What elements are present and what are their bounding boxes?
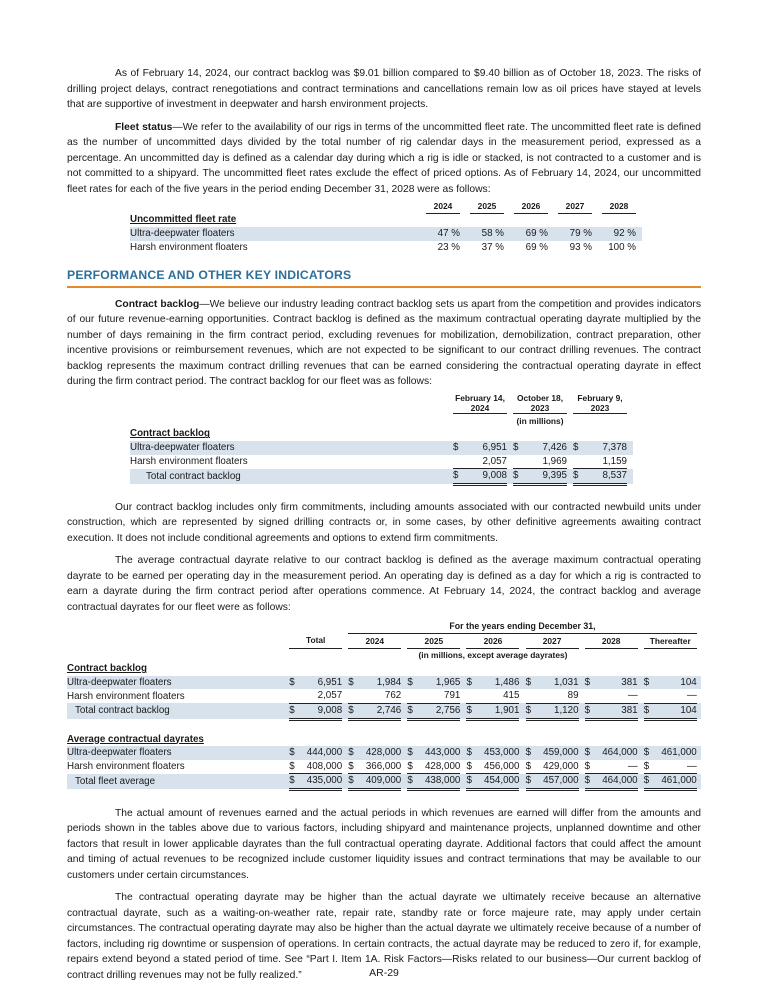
units-label: (in millions, except average dayrates) — [418, 650, 568, 661]
currency-symbol: $ — [585, 746, 595, 760]
cell-value: 100 % — [608, 241, 636, 253]
currency-symbol: $ — [644, 760, 654, 774]
cell-value: — — [654, 760, 697, 774]
currency-symbol: $ — [453, 441, 465, 455]
currency-symbol: $ — [348, 676, 358, 690]
table-section-title: Uncommitted fleet rate — [130, 214, 237, 226]
row-label: Ultra-deepwater floaters — [130, 441, 445, 455]
row-label: Total fleet average — [67, 774, 283, 790]
operating-dayrate-paragraph: The contractual operating dayrate may be higher than the actual dayrate we ultimately receive because an alternative contractual dayrate, such as a waiting-on-weather rate, repair rate, standby rate or force majeure rate, may apply under certain circumstances. The contractual operating dayrate may also be higher than the actual dayrate we ultimately receive because of a number of factors, including rig downtime or suspension of operations. In certain contracts, the actual dayrate may be reduced to zero if, for example, repairs extend beyond a stated period of time. See “Part I. Item 1A. Risk Factors—Risks related to our business—Our current backlog of contract drilling revenues may not be fully realized.” — [67, 892, 701, 981]
currency-symbol: $ — [348, 760, 358, 774]
contract-backlog-table — [130, 393, 633, 486]
currency-symbol: $ — [644, 703, 654, 719]
currency-symbol: $ — [289, 760, 299, 774]
row-label: Harsh environment floaters — [130, 241, 248, 253]
column-header: 2025 — [407, 633, 460, 648]
currency-symbol: $ — [526, 774, 536, 790]
cell-value: 459,000 — [536, 746, 579, 760]
cell-value: 1,965 — [418, 676, 461, 690]
row-label: Ultra-deepwater floaters — [130, 227, 408, 241]
currency-symbol — [407, 689, 417, 703]
column-header: 2027 — [526, 633, 579, 648]
cell-value: 429,000 — [536, 760, 579, 774]
cell-value: 1,120 — [536, 703, 579, 719]
cell-value: 93 % — [569, 241, 592, 253]
actual-revenues-paragraph: The actual amount of revenues earned and the actual periods in which revenues are earned will differ from the amounts and periods shown in the tables above due to various factors, including shipyard and maintenance projects, unplanned downtime and other factors that result in lower applicable dayrates than the full contractual operating dayrate. Additional factors that could affect the amount and timing of actual revenues to be recognized include customer liquidity issues and contract terminations that may be available to our customers under certain circumstances. — [67, 807, 701, 881]
cell-value: 464,000 — [595, 774, 638, 790]
currency-symbol: $ — [348, 774, 358, 790]
cell-value: 457,000 — [536, 774, 579, 790]
contract-backlog-paragraph — [67, 297, 701, 390]
cell-value: 8,537 — [585, 469, 627, 485]
section-heading: PERFORMANCE AND OTHER KEY INDICATORS — [67, 268, 701, 288]
column-header: Thereafter — [644, 633, 697, 648]
span-header: For the years ending December 31, — [348, 619, 696, 633]
cell-value: 1,969 — [525, 455, 567, 469]
currency-symbol — [526, 689, 536, 703]
column-header: October 18, 2023 — [513, 393, 567, 414]
column-header: February 9, 2023 — [573, 393, 627, 414]
currency-symbol: $ — [289, 746, 299, 760]
table-row — [130, 441, 633, 455]
currency-symbol: $ — [289, 703, 299, 719]
cell-value: — — [654, 689, 697, 703]
cell-value: 104 — [654, 676, 697, 690]
currency-symbol — [573, 455, 585, 469]
currency-symbol — [513, 455, 525, 469]
cell-value: 381 — [595, 676, 638, 690]
cell-value: — — [595, 760, 638, 774]
fleet-status-lead: Fleet status — [115, 121, 173, 133]
document-page — [67, 66, 701, 990]
currency-symbol: $ — [407, 760, 417, 774]
cell-value: 37 % — [481, 241, 504, 253]
currency-symbol: $ — [466, 676, 476, 690]
dayrate-rows — [67, 746, 701, 789]
table-row — [130, 469, 633, 485]
currency-symbol: $ — [573, 441, 585, 455]
cell-value: 6,951 — [465, 441, 507, 455]
table-section-title: Average contractual dayrates — [67, 733, 204, 745]
cell-value: 7,378 — [585, 441, 627, 455]
currency-symbol: $ — [466, 774, 476, 790]
row-label: Ultra-deepwater floaters — [67, 676, 283, 690]
cell-value: 464,000 — [595, 746, 638, 760]
row-label: Harsh environment floaters — [67, 760, 185, 772]
column-header: 2024 — [348, 633, 401, 648]
cell-value: 89 — [536, 689, 579, 703]
column-header: 2026 — [466, 633, 519, 648]
cell-value: 791 — [418, 689, 461, 703]
cell-value: 453,000 — [477, 746, 520, 760]
cell-value: 9,008 — [465, 469, 507, 485]
cell-value: 428,000 — [358, 746, 401, 760]
page-number: AR-29 — [369, 967, 399, 979]
cell-value: 2,756 — [418, 703, 461, 719]
currency-symbol: $ — [644, 676, 654, 690]
backlog-rows — [67, 676, 701, 719]
column-header: February 14, 2024 — [453, 393, 507, 414]
currency-symbol: $ — [407, 676, 417, 690]
cell-value: 92 % — [602, 227, 636, 241]
cell-value: 1,031 — [536, 676, 579, 690]
table-row — [130, 241, 642, 255]
cell-value: 461,000 — [654, 746, 697, 760]
table-row — [67, 746, 701, 760]
cell-value: 58 % — [470, 227, 504, 241]
currency-symbol: $ — [573, 469, 585, 485]
currency-symbol: $ — [644, 746, 654, 760]
uncommitted-fleet-rate-table — [130, 199, 642, 254]
cell-value: 415 — [477, 689, 520, 703]
currency-symbol: $ — [644, 774, 654, 790]
cell-value: 1,159 — [585, 455, 627, 469]
currency-symbol — [644, 689, 654, 703]
table-section-title: Contract backlog — [130, 428, 211, 440]
currency-symbol: $ — [526, 760, 536, 774]
currency-symbol: $ — [407, 746, 417, 760]
cell-value: 7,426 — [525, 441, 567, 455]
currency-symbol: $ — [526, 746, 536, 760]
cell-value: 6,951 — [299, 676, 342, 690]
cell-value: 456,000 — [477, 760, 520, 774]
currency-symbol: $ — [513, 469, 525, 485]
cell-value: 762 — [358, 689, 401, 703]
fleet-status-paragraph — [67, 120, 701, 198]
cell-value: 428,000 — [418, 760, 461, 774]
cell-value: 438,000 — [418, 774, 461, 790]
currency-symbol: $ — [585, 676, 595, 690]
cell-value: 408,000 — [299, 760, 342, 774]
cell-value: 2,057 — [465, 455, 507, 469]
currency-symbol: $ — [407, 774, 417, 790]
currency-symbol: $ — [348, 746, 358, 760]
currency-symbol: $ — [585, 774, 595, 790]
cell-value: 2,746 — [358, 703, 401, 719]
year-header: 2025 — [470, 199, 504, 213]
contract-backlog-text: —We believe our industry leading contract backlog sets us apart from the competition and provides indicators of our future revenue-earning opportunities. Contract backlog is defined as the maximum contractual operating dayrate multiplied by the number of days remaining in the firm contract period, excluding revenues for mobilization, demobilization, contract preparation, other incentive provisions or reimbursement revenues, which are not expected to be significant to our contract drilling revenues. The contract backlog represents the maximum contract drilling revenues that can be earned considering the contractual operating dayrate in effect during the firm contract period. The contract backlog for our fleet was as follows: — [67, 298, 701, 388]
currency-symbol: $ — [466, 746, 476, 760]
currency-symbol: $ — [466, 703, 476, 719]
row-label: Harsh environment floaters — [130, 455, 248, 467]
currency-symbol — [466, 689, 476, 703]
currency-symbol — [348, 689, 358, 703]
cell-value: 79 % — [558, 227, 592, 241]
contract-backlog-lead: Contract backlog — [115, 298, 200, 310]
cell-value: 1,486 — [477, 676, 520, 690]
year-header: 2026 — [514, 199, 548, 213]
backlog-by-year-table — [67, 619, 701, 791]
cell-value: 366,000 — [358, 760, 401, 774]
currency-symbol — [289, 689, 299, 703]
row-label: Total contract backlog — [67, 703, 283, 719]
table-row — [67, 760, 701, 774]
year-header: 2027 — [558, 199, 592, 213]
firm-commitments-paragraph: Our contract backlog includes only firm commitments, including amounts associated with our contracted newbuild units under construction, which are represented by signed drilling contracts or, in some cases, by other definitive agreements awaiting contract execution. It does not include conditional agreements and options to extend firm commitments. — [67, 501, 701, 544]
table-row — [130, 455, 633, 469]
currency-symbol: $ — [513, 441, 525, 455]
cell-value: 381 — [595, 703, 638, 719]
cell-value: 1,984 — [358, 676, 401, 690]
table-row — [67, 774, 701, 790]
year-header: 2028 — [602, 199, 636, 213]
table-row — [67, 676, 701, 690]
currency-symbol: $ — [526, 703, 536, 719]
cell-value: 454,000 — [477, 774, 520, 790]
cell-value: 9,395 — [525, 469, 567, 485]
currency-symbol: $ — [466, 760, 476, 774]
cell-value: 104 — [654, 703, 697, 719]
table-row — [67, 703, 701, 719]
year-header: 2024 — [426, 199, 460, 213]
units-label: (in millions) — [516, 415, 564, 426]
cell-value: 443,000 — [418, 746, 461, 760]
cell-value: 435,000 — [299, 774, 342, 790]
intro-paragraph: As of February 14, 2024, our contract backlog was $9.01 billion compared to $9.40 billion as of October 18, 2023. The risks of drilling project delays, contract renegotiations and contract terminations and cancellations remain low as oil prices have stayed at levels that are supportive of investment in deepwater and harsh environment projects. — [67, 68, 701, 110]
table-row — [130, 227, 642, 241]
cell-value: 461,000 — [654, 774, 697, 790]
currency-symbol — [453, 455, 465, 469]
cell-value: 69 % — [525, 241, 548, 253]
cell-value: 69 % — [514, 227, 548, 241]
dayrate-paragraph: The average contractual dayrate relative to our contract backlog is defined as the average maximum contractual operating dayrate to be earned per operating day in the measurement period. An operating day is defined as a day for which a rig is contracted to earn a dayrate during the firm contract period after operations commence. At February 14, 2024, the contract backlog and average contractual dayrates for our fleet were as follows: — [67, 555, 701, 613]
currency-symbol: $ — [348, 703, 358, 719]
currency-symbol: $ — [585, 760, 595, 774]
cell-value: 444,000 — [299, 746, 342, 760]
table-section-title: Contract backlog — [67, 663, 148, 675]
column-header: 2028 — [585, 633, 638, 648]
currency-symbol: $ — [289, 774, 299, 790]
column-header: Total — [289, 633, 342, 648]
row-label: Harsh environment floaters — [67, 690, 185, 702]
currency-symbol: $ — [526, 676, 536, 690]
row-label: Total contract backlog — [130, 469, 445, 485]
row-label: Ultra-deepwater floaters — [67, 746, 283, 760]
fleet-status-text: —We refer to the availability of our rigs in terms of the uncommitted fleet rate. The uncommitted fleet rate is defined as the number of uncommitted days divided by the total number of rig calendar days in the measurement period, expressed as a percentage. An uncommitted day is defined as a calendar day during which a rig is idle or stacked, is not contracted to a customer and is not committed to a shipyard. The uncommitted fleet rates exclude the effect of priced options. As of February 14, 2024, our uncommitted fleet rates for each of the five years in the period ending December 31, 2028 were as follows: — [67, 121, 701, 195]
cell-value: — — [595, 689, 638, 703]
cell-value: 47 % — [426, 227, 460, 241]
currency-symbol: $ — [585, 703, 595, 719]
cell-value: 9,008 — [299, 703, 342, 719]
currency-symbol — [585, 689, 595, 703]
cell-value: 1,901 — [477, 703, 520, 719]
table-row — [67, 689, 701, 703]
currency-symbol: $ — [453, 469, 465, 485]
cell-value: 23 % — [437, 241, 460, 253]
cell-value: 2,057 — [299, 689, 342, 703]
currency-symbol: $ — [407, 703, 417, 719]
currency-symbol: $ — [289, 676, 299, 690]
cell-value: 409,000 — [358, 774, 401, 790]
